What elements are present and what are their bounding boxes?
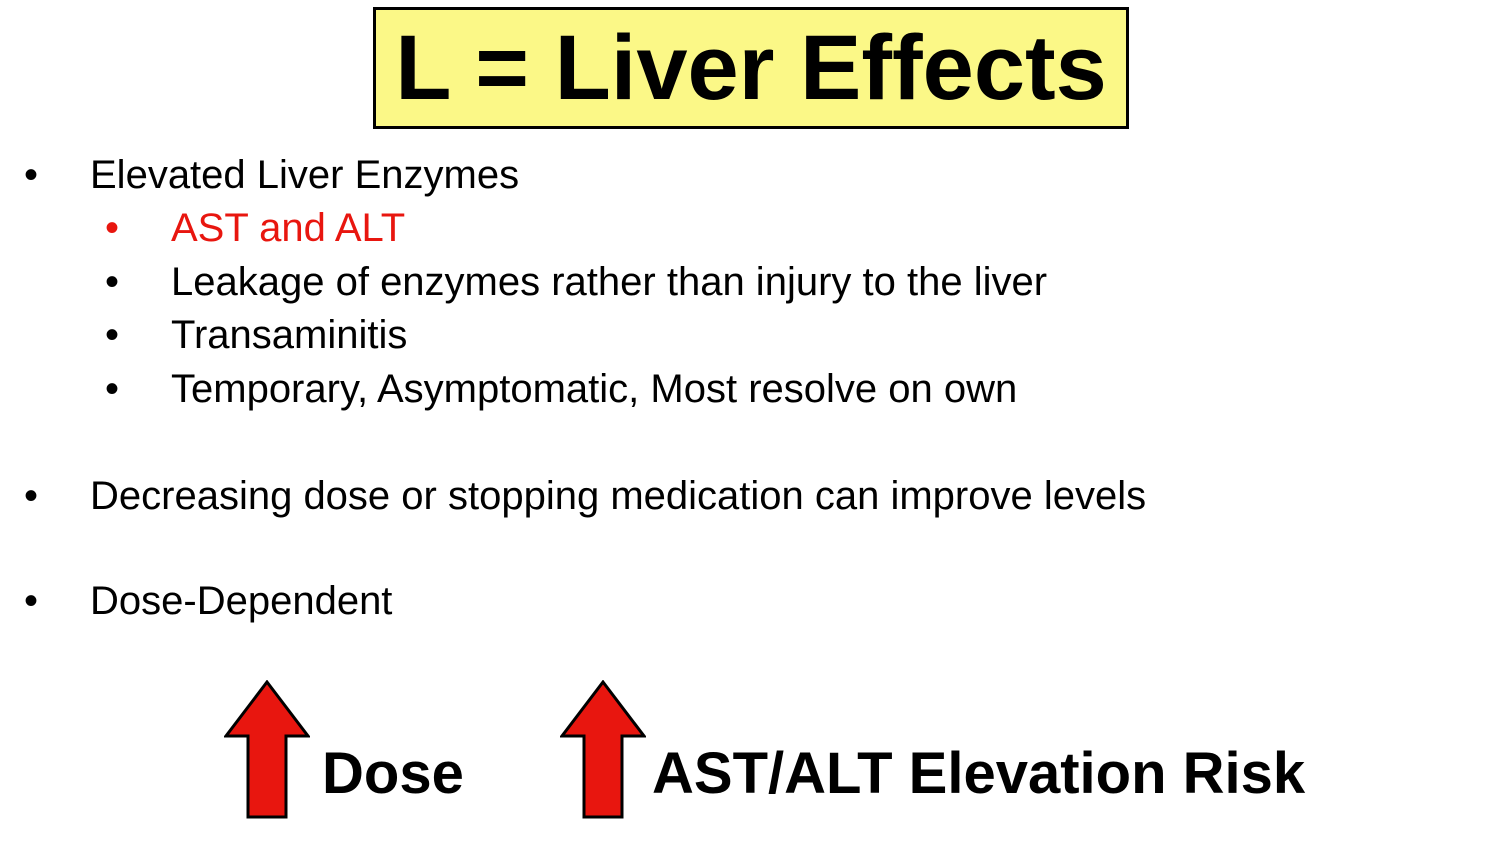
- bullet-item-leakage: [105, 260, 1048, 304]
- bullet-text: Dose-Dependent: [90, 579, 393, 623]
- bullet-marker: •: [105, 313, 120, 357]
- bullet-marker: •: [24, 579, 39, 623]
- bullet-item-temporary: [105, 367, 1018, 411]
- bullet-text: Transaminitis: [171, 313, 408, 357]
- bullet-item-dose-dependent: [24, 579, 393, 623]
- bullet-marker: •: [105, 206, 120, 250]
- up-arrow-icon: [224, 680, 310, 820]
- bullet-text: Decreasing dose or stopping medication can improve levels: [90, 474, 1147, 518]
- bullet-text: AST and ALT: [171, 206, 406, 250]
- bullet-text: Leakage of enzymes rather than injury to the liver: [171, 260, 1048, 304]
- bullet-marker: •: [24, 153, 39, 197]
- bullet-item-transaminitis: [105, 313, 408, 357]
- up-arrow-icon: [560, 680, 646, 820]
- dose-label: Dose: [322, 741, 464, 806]
- bullet-marker: •: [24, 474, 39, 518]
- bullet-item-elevated-enzymes: [24, 153, 520, 197]
- slide-title: L = Liver Effects: [395, 17, 1107, 119]
- bullet-text: Temporary, Asymptomatic, Most resolve on own: [171, 367, 1018, 411]
- bullet-item-decreasing-dose: [24, 474, 1147, 518]
- elevation-risk-label: AST/ALT Elevation Risk: [652, 741, 1306, 806]
- title-box: [373, 7, 1129, 129]
- bullet-text: Elevated Liver Enzymes: [90, 153, 520, 197]
- bullet-marker: •: [105, 260, 120, 304]
- bullet-item-ast-alt: [105, 206, 406, 250]
- bullet-marker: •: [105, 367, 120, 411]
